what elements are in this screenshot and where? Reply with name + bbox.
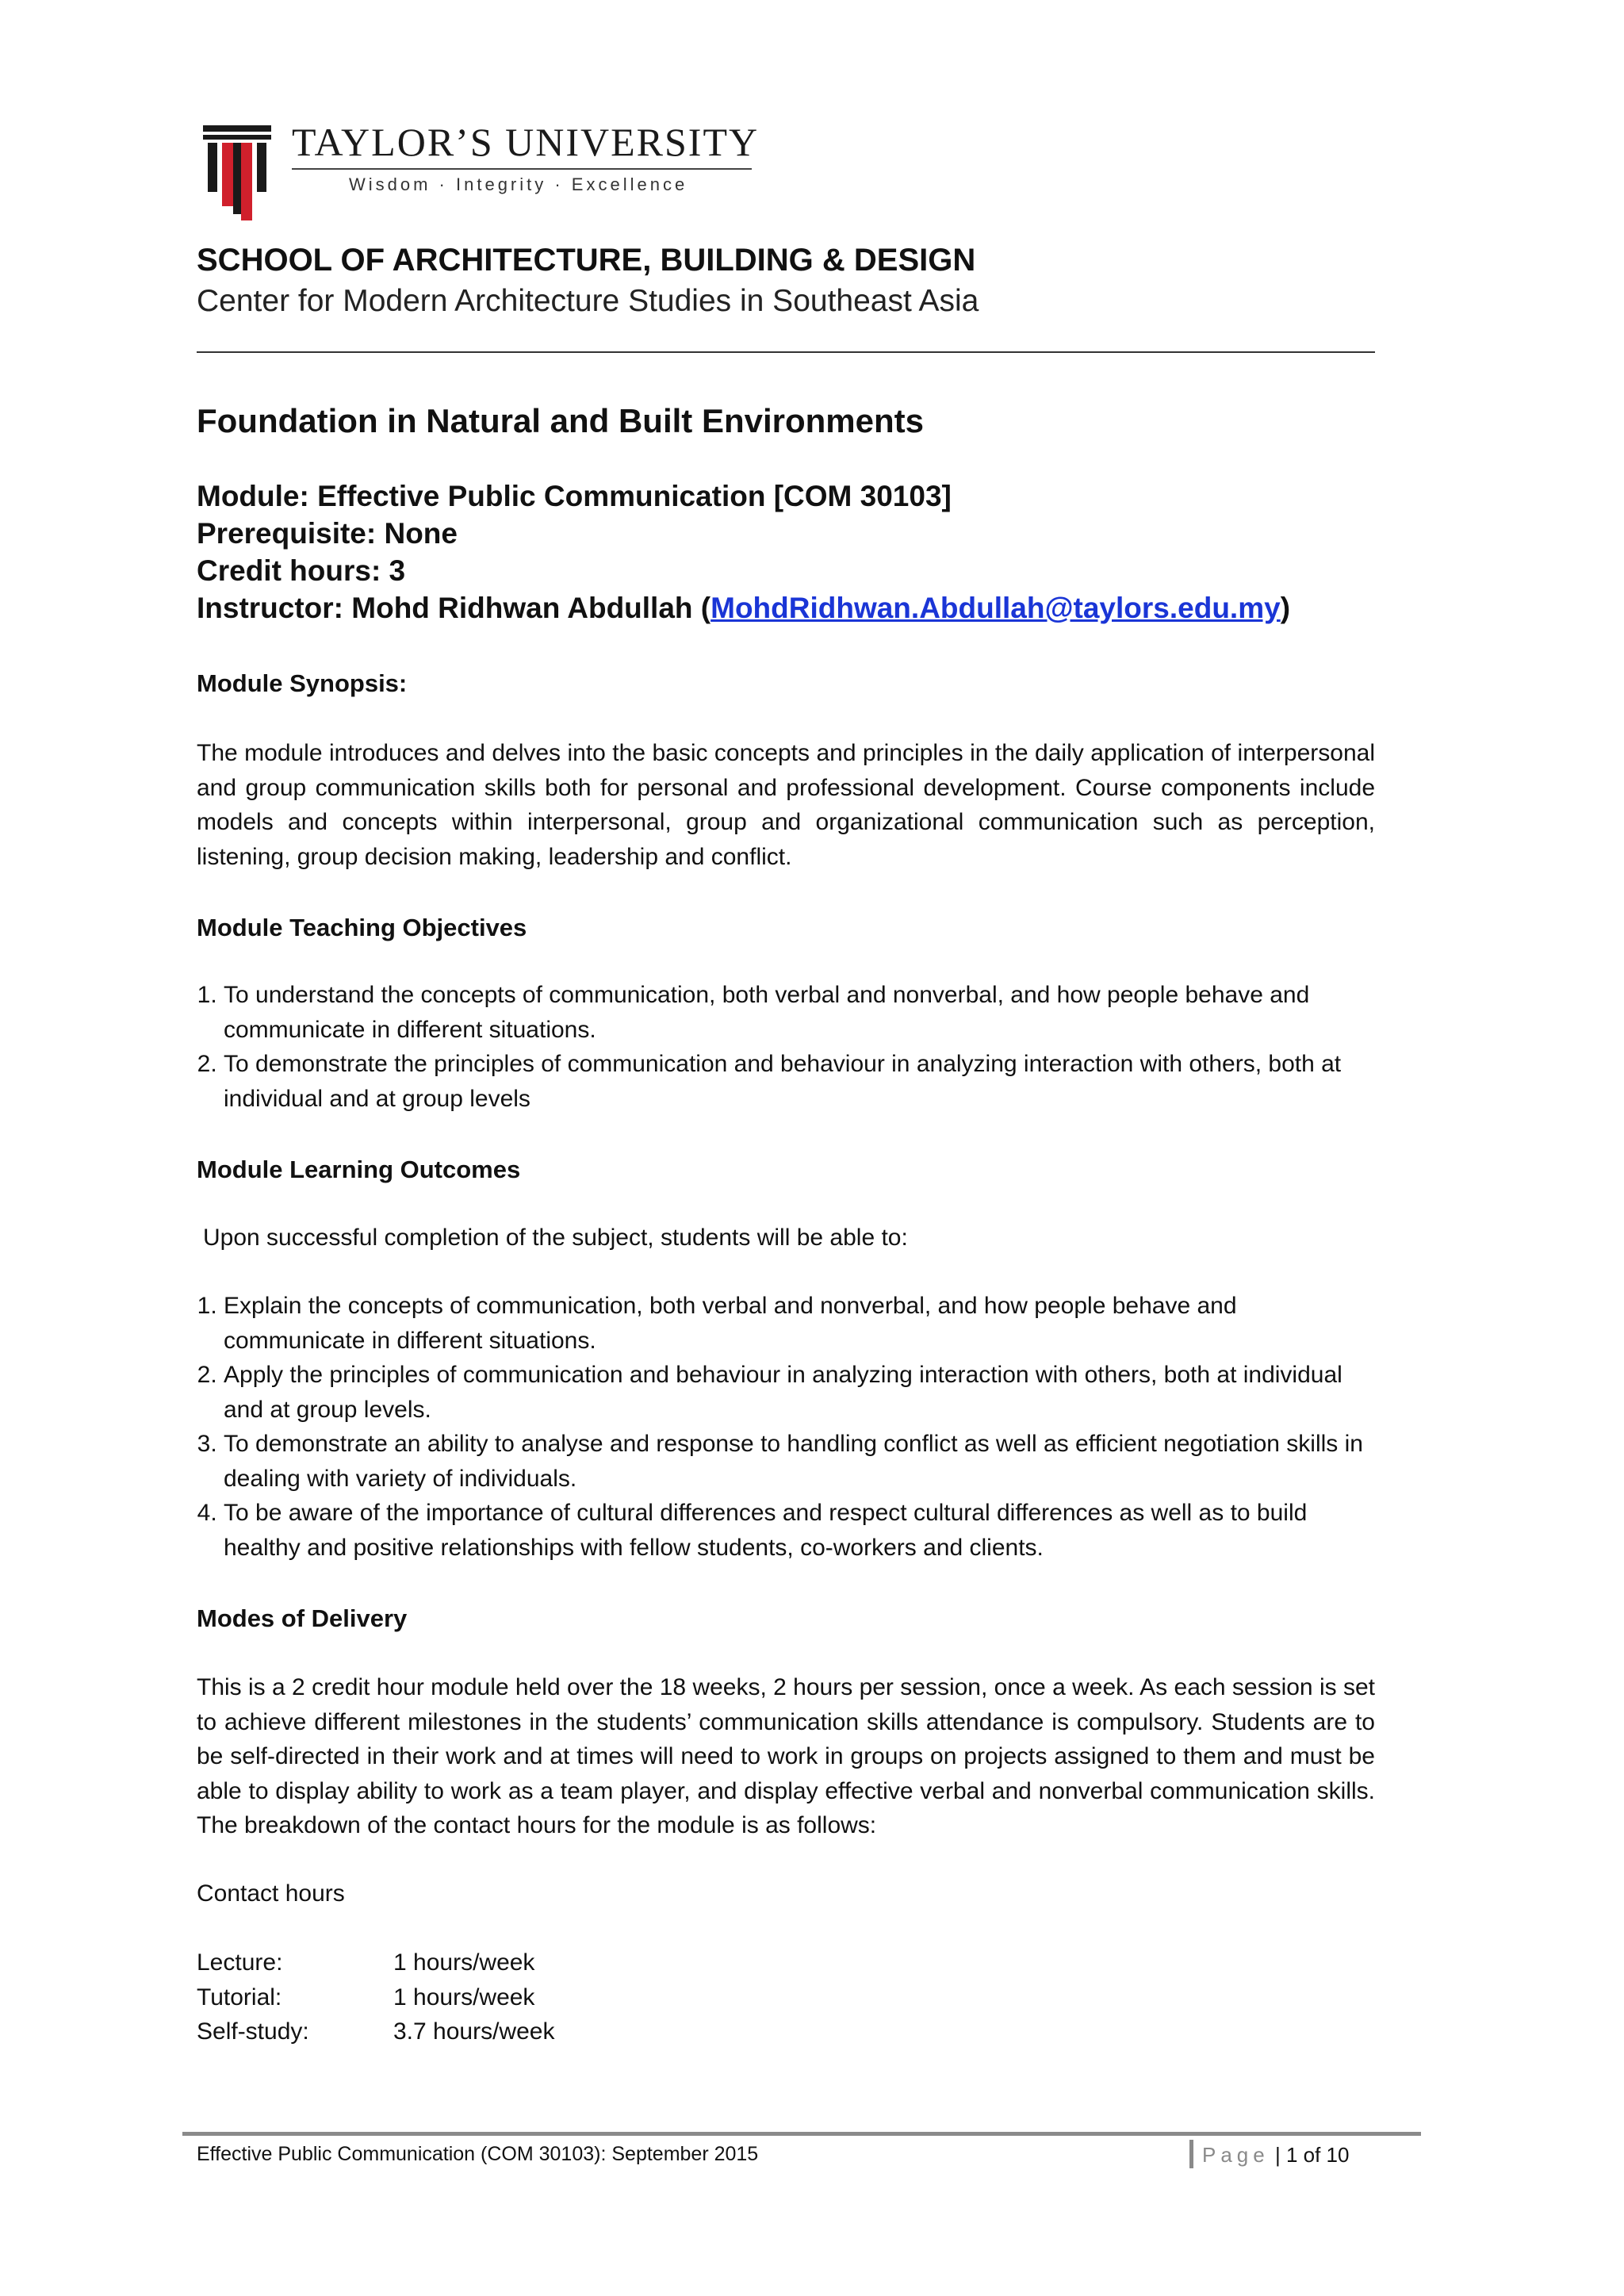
synopsis-text: The module introduces and delves into the basic concepts and principles in the daily application of interpersonal and group communication skills both for personal and professional development. Course components include models and concepts within interpersonal, group and organizational communication such as perception, listening, group decision making, leadership and conflict. (197, 740, 1375, 870)
contact-hours-table (197, 1945, 554, 2049)
contact-value: 1 hours/week (393, 1984, 535, 2010)
list-item: 3. To demonstrate an ability to analyse and response to handling conflict as well as efficient negotiation skills in dealing with variety of individuals. (224, 1427, 1375, 1496)
table-row (197, 2014, 554, 2049)
module-line: Module: Effective Public Communication [COM 30103] (197, 480, 952, 512)
table-row (197, 1980, 554, 2015)
contact-heading: Contact hours (197, 1880, 345, 1907)
page-count: | 1 of 10 (1274, 2143, 1350, 2167)
credit-line: Credit hours: 3 (197, 554, 406, 587)
instructor-line (197, 589, 1290, 627)
delivery-text: This is a 2 credit hour module held over the 18 weeks, 2 hours per session, once a week. As each session is set to achieve different milestones in the students’ communication skills attendance is compulsory. Students are to be self-directed in their work and at times will need to work in groups on projects assigned to them and must be able to display ability to work as a team player, and display effective verbal and nonverbal communication skills. The breakdown of the contact hours for the module is as follows: (197, 1674, 1375, 1838)
objectives-list (197, 978, 1375, 1116)
objectives-heading: Module Teaching Objectives (197, 914, 527, 941)
table-row (197, 1945, 554, 1980)
school-name: SCHOOL OF ARCHITECTURE, BUILDING & DESIGN (197, 243, 976, 278)
synopsis-heading: Module Synopsis: (197, 669, 408, 697)
logo-tagline: Wisdom · Integrity · Excellence (349, 174, 688, 194)
list-item: 2. To demonstrate the principles of communication and behaviour in analyzing interaction with others, both at individual and at group levels (224, 1047, 1375, 1116)
footer-page-bar (1189, 2140, 1193, 2168)
page-number (1202, 2143, 1349, 2168)
contact-hours (197, 1945, 1375, 2049)
instructor-name: Instructor: Mohd Ridhwan Abdullah ( (197, 592, 711, 624)
logo-wordmark: TAYLOR’S UNIVERSITY (292, 120, 760, 164)
objectives-list-wrap (197, 978, 1375, 1116)
delivery-heading: Modes of Delivery (197, 1604, 408, 1632)
module-meta (197, 477, 1290, 627)
university-logo-icon (203, 125, 271, 220)
list-item: 2. Apply the principles of communication and behaviour in analyzing interaction with others, both at individual and at group levels. (224, 1358, 1375, 1427)
contact-label: Self-study: (197, 2018, 309, 2045)
program-title: Foundation in Natural and Built Environments (197, 402, 925, 439)
outcomes-list (197, 1289, 1375, 1565)
instructor-suffix: ) (1280, 592, 1291, 624)
outcomes-heading: Module Learning Outcomes (197, 1156, 521, 1183)
page-word: Page (1202, 2143, 1270, 2167)
synopsis-section (197, 666, 1375, 701)
outcomes-intro: Upon successful completion of the subject, students will be able to: (203, 1225, 908, 1251)
instructor-email-link[interactable]: MohdRidhwan.Abdullah@taylors.edu.my (710, 592, 1281, 624)
list-item: 1. To understand the concepts of communication, both verbal and nonverbal, and how people behave and communicate in different situations. (224, 978, 1375, 1047)
contact-value: 3.7 hours/week (393, 2018, 555, 2045)
contact-label: Lecture: (197, 1949, 283, 1976)
list-item: 4. To be aware of the importance of cultural differences and respect cultural differences as well as to build healthy and positive relationships with fellow students, co-workers and clients. (224, 1496, 1375, 1565)
header-divider (197, 351, 1375, 353)
prerequisite-line: Prerequisite: None (197, 517, 458, 550)
center-name: Center for Modern Architecture Studies in Southeast Asia (197, 284, 979, 318)
contact-label: Tutorial: (197, 1984, 282, 2010)
outcomes-list-wrap (197, 1289, 1375, 1565)
footer-divider (182, 2132, 1421, 2136)
contact-value: 1 hours/week (393, 1949, 535, 1976)
list-item: 1. Explain the concepts of communication, both verbal and nonverbal, and how people behave and communicate in different situations. (224, 1289, 1375, 1358)
logo-divider (292, 168, 752, 170)
footer-course-info: Effective Public Communication (COM 30103): September 2015 (197, 2143, 759, 2165)
